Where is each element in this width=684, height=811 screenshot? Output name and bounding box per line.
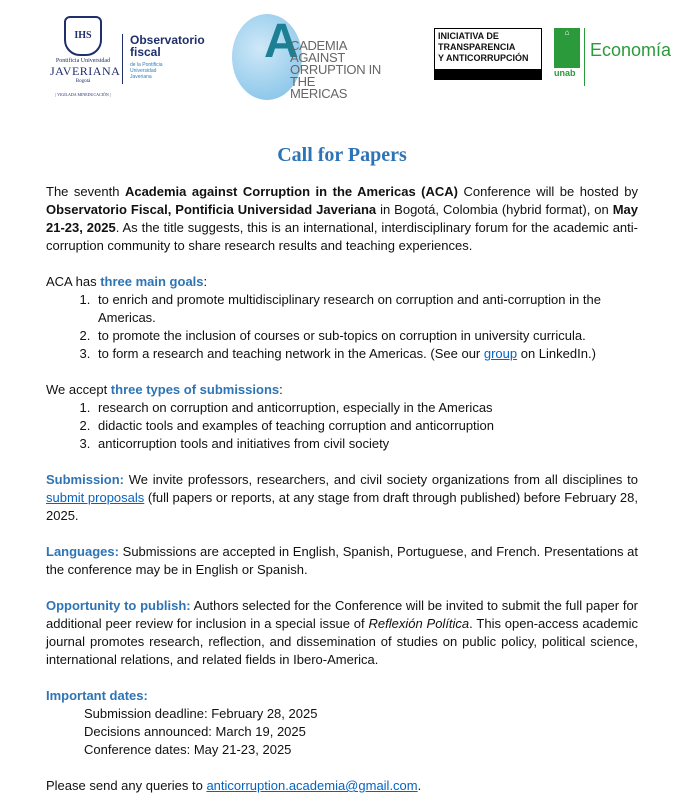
text: We invite professors, researchers, and civil society organizations from all disciplines to <box>124 472 638 487</box>
text: . <box>417 778 422 793</box>
date-item: Submission deadline: February 28, 2025 <box>84 706 318 721</box>
submissions-heading <box>46 381 638 399</box>
logo-text: Bogotá <box>75 79 91 84</box>
observatorio-logo <box>130 34 205 80</box>
logo-text: Pontificia Universidad <box>55 58 111 64</box>
list-item: 2. didactic tools and examples of teaching corruption and anticorruption <box>94 417 638 435</box>
text: Submission: <box>46 472 125 487</box>
text: Submissions are accepted in English, Spanish, Portuguese, and French. Presentations at the conference may be in English or Spanish. <box>46 544 638 577</box>
text: Conference will be hosted by <box>458 184 639 199</box>
text: ACA has <box>46 274 101 289</box>
date-item: Decisions announced: March 19, 2025 <box>84 724 306 739</box>
text: on LinkedIn.) <box>517 346 596 361</box>
logo-text: Y ANTICORRUPCIÓN <box>438 53 529 63</box>
linkedin-group-link[interactable]: group <box>483 346 518 361</box>
logo-text: fiscal <box>130 45 161 59</box>
document-body <box>46 183 638 795</box>
text: Authors selected for the Conference will be invited to submit the full paper for additional peer review for inclusion in a special issue of <box>46 598 638 631</box>
text: : <box>203 274 208 289</box>
logo-text: INICIATIVA DE <box>438 31 499 41</box>
contact-line <box>46 777 638 795</box>
dates-heading: Important dates: <box>46 688 148 703</box>
logo-text: Observatorio <box>130 33 205 47</box>
iniciativa-logo <box>434 28 542 80</box>
logo-header <box>0 12 684 107</box>
languages-paragraph <box>46 543 638 579</box>
list-item: 1. research on corruption and anticorruption, especially in the Americas <box>94 399 638 417</box>
text: . This open-access academic journal promotes research, reflection, and dissemination of studies on public policy, political science, international relations, and related fields in Ibero-America. <box>46 616 638 667</box>
text: to form a research and teaching network in the Americas. (See our <box>98 346 484 361</box>
logo-text <box>290 40 402 100</box>
logo-text: Economía <box>590 40 672 60</box>
submission-paragraph <box>46 471 638 525</box>
goals-heading <box>46 273 638 291</box>
text: : <box>279 382 283 397</box>
text: Academia against Corruption in the Americas (ACA) <box>124 184 458 199</box>
text: Opportunity to publish: <box>46 598 191 613</box>
logo-text: JAVERIANA <box>50 64 121 78</box>
text: Reflexión Política <box>368 616 470 631</box>
text: three main goals <box>100 274 204 289</box>
text: three types of submissions <box>110 382 280 397</box>
list-item: 3. anticorruption tools and initiatives from civil society <box>94 435 638 453</box>
publish-paragraph <box>46 597 638 669</box>
list-item <box>94 345 638 363</box>
javeriana-logo <box>50 16 121 97</box>
submissions-list <box>46 399 638 453</box>
text: Observatorio Fiscal, Pontificia Universidad Javeriana <box>46 202 377 217</box>
aca-logo <box>232 14 402 104</box>
email-link[interactable]: anticorruption.academia@gmail.com <box>206 778 418 793</box>
goals-list <box>46 291 638 363</box>
logo-text: CADEMIA AGAINST <box>290 38 347 65</box>
list-item: 2. to promote the inclusion of courses or sub-topics on corruption in university curricula. <box>94 327 638 345</box>
divider <box>122 34 123 84</box>
building-icon: ⌂ <box>554 28 580 68</box>
text: We accept <box>46 382 111 397</box>
list-item: 1. to enrich and promote multidisciplinary research on corruption and anti-corruption in the Americas. <box>94 291 638 327</box>
logo-text: MERICAS <box>290 86 348 101</box>
text: Please send any queries to <box>46 778 207 793</box>
text: May 21-23, 2025 <box>46 202 638 235</box>
logo-text: | VIGILADA MINEDUCACIÓN | <box>55 92 111 97</box>
logo-text: A <box>264 15 299 68</box>
logo-bar <box>435 69 541 79</box>
date-item: Conference dates: May 21-23, 2025 <box>84 742 292 757</box>
page-title: Call for Papers <box>277 144 407 166</box>
text: The seventh <box>46 184 125 199</box>
submit-proposals-link[interactable]: submit proposals <box>46 490 145 505</box>
text: . As the title suggests, this is an international, interdisciplinary forum for the academic anti-corruption community to share research results and teaching experiences. <box>46 220 638 253</box>
text: (full papers or reports, at any stage from draft through published) before February 28, 2025. <box>46 490 638 523</box>
unab-logo <box>554 28 672 78</box>
logo-text: TRANSPARENCIA <box>438 42 516 52</box>
javeriana-crest: IHS <box>64 16 102 56</box>
divider <box>584 28 585 86</box>
intro-paragraph <box>46 183 638 255</box>
text: in Bogotá, Colombia (hybrid format), on <box>376 202 613 217</box>
dates-list <box>46 705 638 759</box>
text: Languages: <box>46 544 119 559</box>
logo-text: unab <box>554 68 576 78</box>
logo-text: de la Pontificia Universidad Javeriana <box>130 62 163 80</box>
logo-text: ORRUPTION IN THE <box>290 62 382 89</box>
